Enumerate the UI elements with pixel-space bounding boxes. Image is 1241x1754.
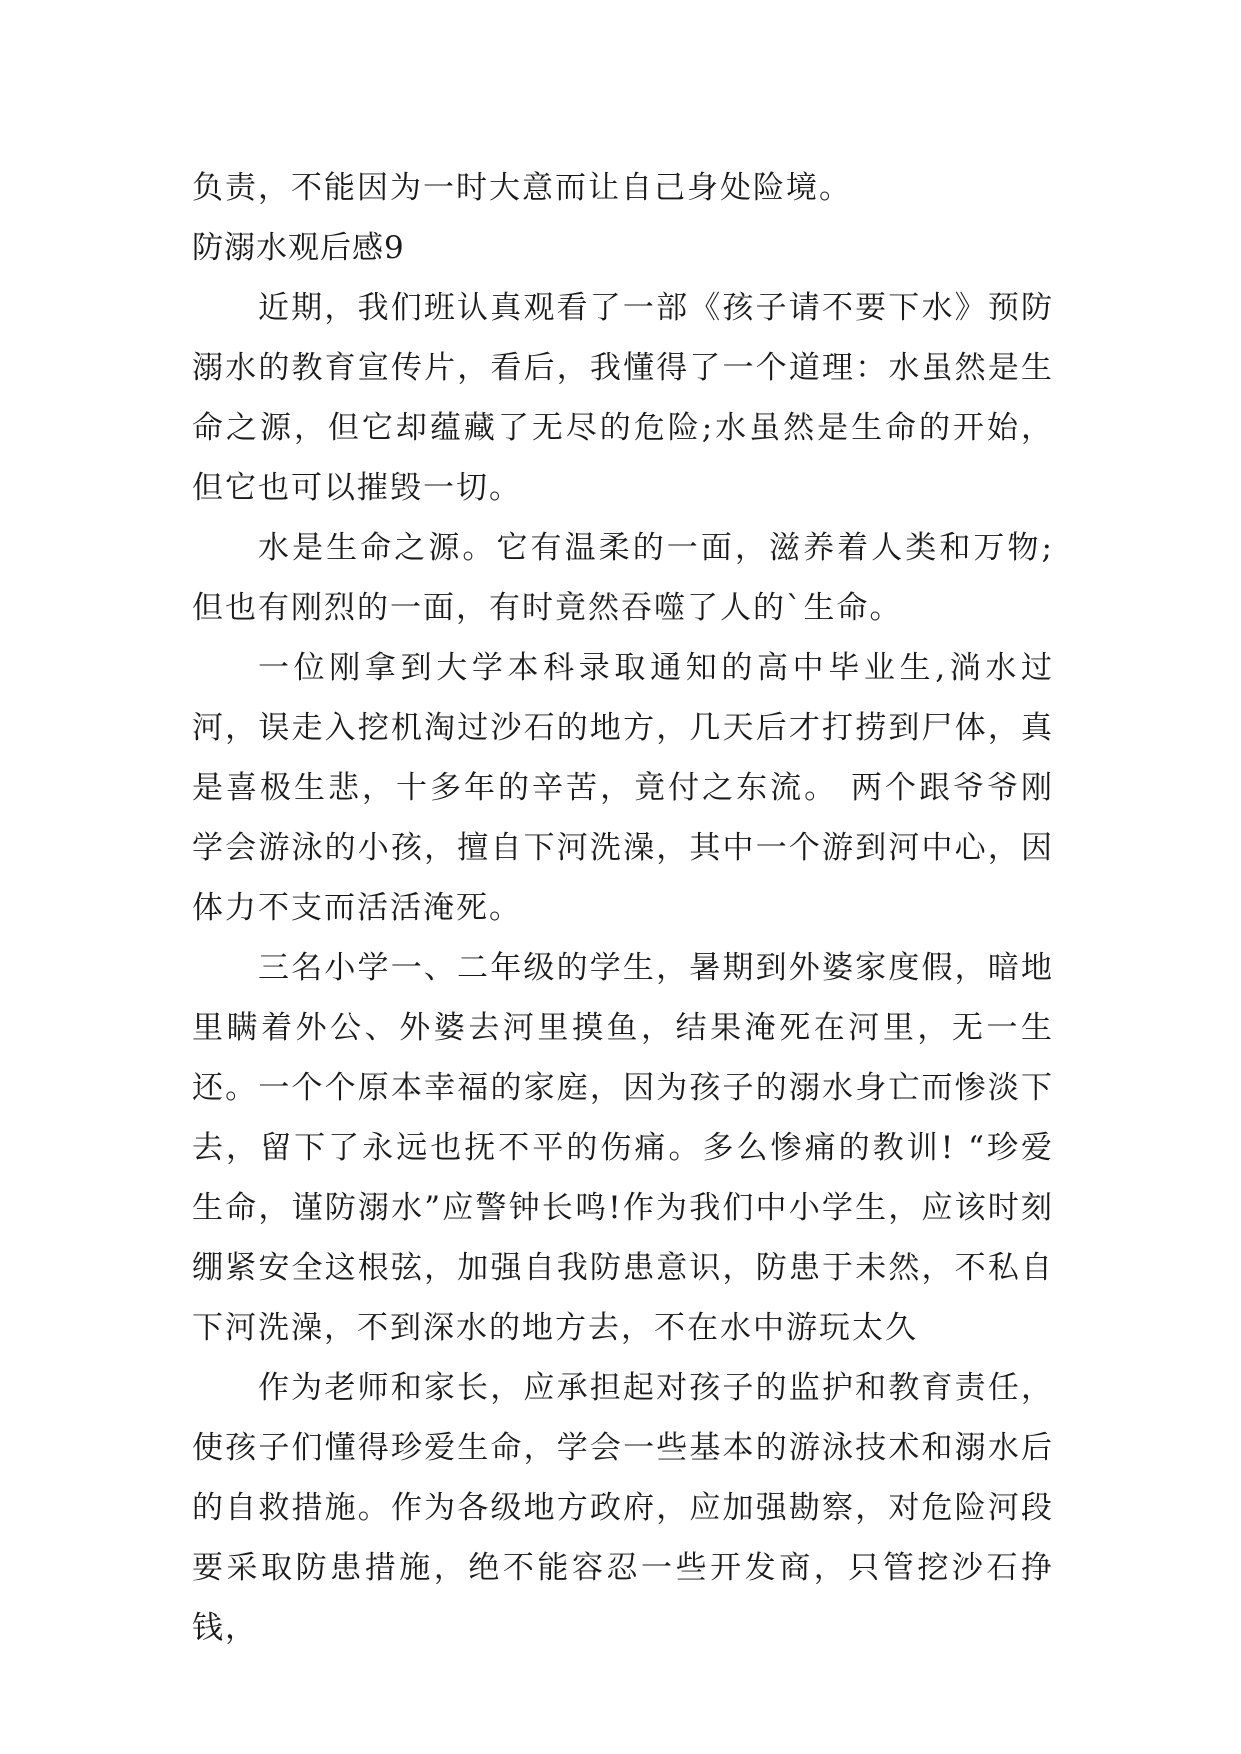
paragraph: 水是生命之源。它有温柔的一面，滋养着人类和万物;但也有刚烈的一面，有时竟然吞噬了人的`生命。 (192, 530, 1054, 626)
paragraph: 近期，我们班认真观看了一部《孩子请不要下水》预防溺水的教育宣传片，看后，我懂得了一个道理：水虽然是生命之源，但它却蕴藏了无尽的危险;水虽然是生命的开始，但它也可以摧毁一切。 (192, 290, 1054, 506)
paragraph: 作为老师和家长，应承担起对孩子的监护和教育责任，使孩子们懂得珍爱生命，学会一些基本的游泳技术和溺水后的自救措施。作为各级地方政府，应加强勘察，对危险河段要采取防患措施，绝不能容忍一些开发商，只管挖沙石挣钱， (192, 1370, 1054, 1646)
document-body (192, 158, 1054, 1658)
paragraph: 一位刚拿到大学本科录取通知的高中毕业生,淌水过河，误走入挖机淘过沙石的地方，几天后才打捞到尸体，真是喜极生悲，十多年的辛苦，竟付之东流。 两个跟爷爷刚学会游泳的小孩，擅自下河洗澡，其中一个游到河中心，因体力不支而活活淹死。 (192, 650, 1054, 926)
paragraph-continuation: 负责，不能因为一时大意而让自己身处险境。 (192, 170, 852, 206)
section-heading: 防溺水观后感9 (192, 230, 405, 266)
paragraph: 三名小学一、二年级的学生，暑期到外婆家度假，暗地里瞒着外公、外婆去河里摸鱼，结果淹死在河里，无一生还。一个个原本幸福的家庭，因为孩子的溺水身亡而惨淡下去，留下了永远也抚不平的伤痛。多么惨痛的教训! “珍爱生命，谨防溺水”应警钟长鸣!作为我们中小学生，应该时刻绷紧安全这根弦，加强自我防患意识，防患于未然，不私自下河洗澡，不到深水的地方去，不在水中游玩太久 (192, 950, 1054, 1346)
